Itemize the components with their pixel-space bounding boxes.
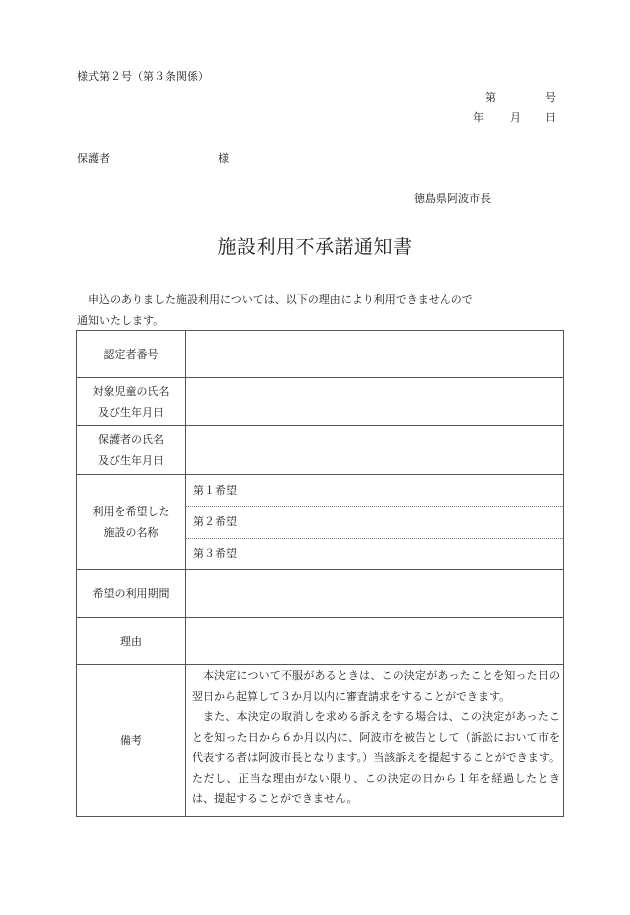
number-dai: 第: [485, 91, 496, 104]
period-label: 希望の利用期間: [92, 587, 170, 600]
remarks-label: 備考: [120, 734, 142, 747]
choice-2: 第２希望: [193, 515, 237, 528]
date-day: 日: [545, 111, 556, 124]
remarks-paragraph-2: また、本決定の取消しを求める訴えをする場合は、この決定があったことを知った日から６か月以内に、阿波市を被告として（訴訟において市を代表する者は阿波市長となります。）当該訴えを提起することができます。ただし、正当な理由がない限り、この決定の日から１年を経過したときは、提起することができません。: [192, 710, 560, 805]
choice-3: 第３希望: [193, 547, 237, 560]
intro-line-2: 通知いたします。: [77, 314, 165, 327]
guardian-name-label: 保護者の氏名 及び生年月日: [98, 433, 164, 467]
choice-1: 第１希望: [193, 484, 237, 497]
cert-number-label: 認定者番号: [103, 347, 159, 361]
date-year: 年: [473, 111, 484, 124]
remarks-text: [192, 666, 560, 810]
document-title: 施設利用不承諾通知書: [217, 236, 413, 258]
number-go: 号: [545, 91, 556, 104]
sama-label: 様: [218, 152, 229, 165]
child-name-label: 対象児童の氏名 及び生年月日: [92, 384, 170, 419]
date-month: 月: [510, 111, 521, 124]
guardian-label: 保護者: [77, 152, 110, 165]
intro-line-1: 申込のありました施設利用については、以下の理由により利用できませんので: [88, 293, 473, 306]
form-number: 様式第２号（第３条関係）: [77, 70, 209, 83]
facility-name-label: 利用を希望した 施設の名称: [92, 505, 170, 539]
remarks-paragraph-1: 本決定について不服があるときは、この決定があったことを知った日の翌日から起算して３か月以内に審査請求をすることができます。: [192, 669, 560, 703]
issuer: 徳島県阿波市長: [414, 192, 491, 205]
reason-label: 理由: [120, 634, 142, 648]
